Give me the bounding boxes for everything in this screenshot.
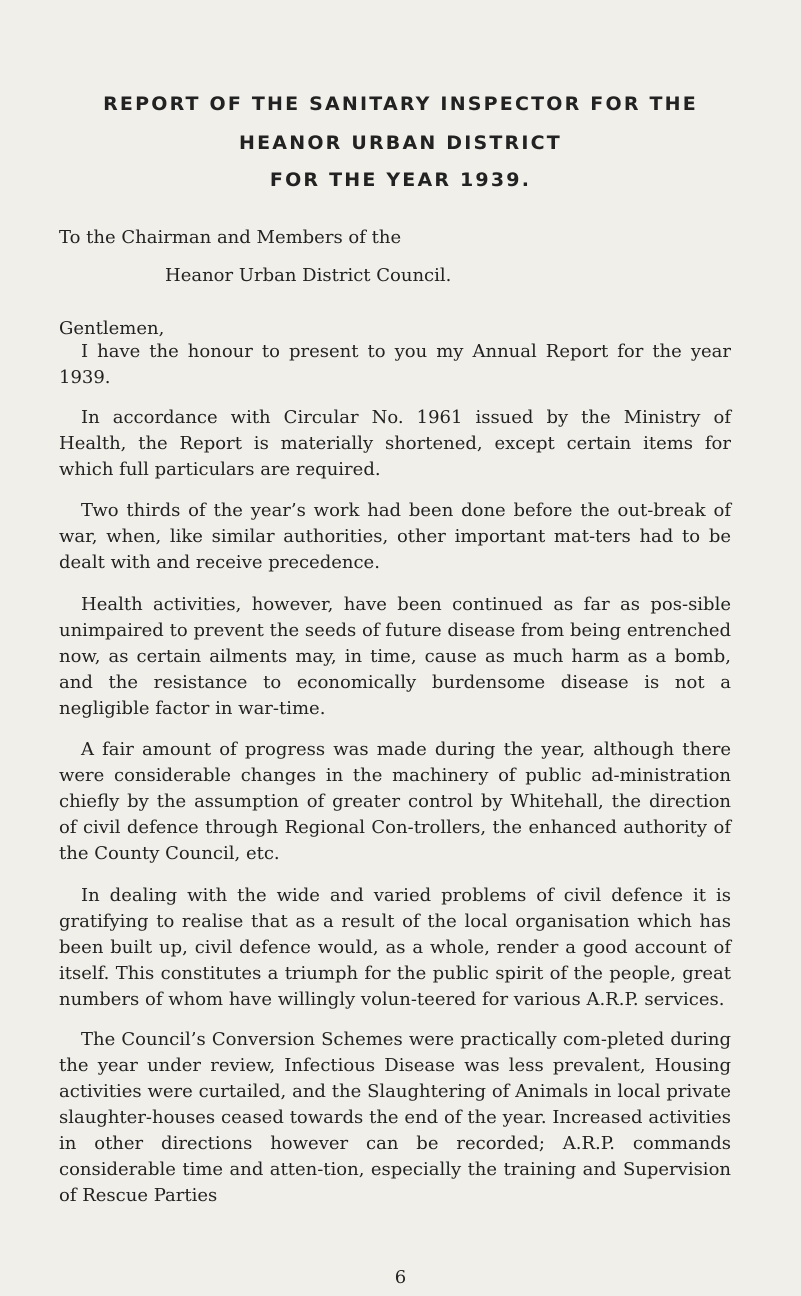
report-title-line-3: FOR THE YEAR 1939. [269, 169, 532, 191]
paragraph-5: A fair amount of progress was made during the year, although there were considerable changes in the machinery of public ad-ministration chiefly by the assumption of greater control by Whitehall, the direction of civil defence through Regional Con-trollers, the enhanced authority of the County Council, etc. [59, 739, 731, 864]
salutation: Gentlemen, [59, 318, 165, 339]
paragraph-6: In dealing with the wide and varied problems of civil defence it is gratifying to realise that as a result of the local organisation which has been built up, civil defence would, as a whole, render a good account of itself. This constitutes a triumph for the public spirit of the people, great numbers of whom have willingly volun-teered for various A.R.P. services. [59, 885, 731, 1010]
paragraph-3: Two thirds of the year’s work had been done before the out-break of war, when, like similar authorities, other important mat-ters had to be dealt with and receive precedence. [59, 500, 731, 573]
report-title-line-1: REPORT OF THE SANITARY INSPECTOR FOR THE [103, 93, 698, 115]
paragraph-1: I have the honour to present to you my Annual Report for the year 1939. [59, 341, 731, 388]
paragraph-4: Health activities, however, have been continued as far as pos-sible unimpaired to prevent the seeds of future disease from being entrenched now, as certain ailments may, in time, cause as much harm as a bomb, and the resistance to economically burdensome disease is not a negligible factor in war-time. [59, 594, 731, 719]
address-line-1: To the Chairman and Members of the [59, 227, 402, 248]
report-title-line-2: HEANOR URBAN DISTRICT [239, 132, 562, 154]
paragraph-2: In accordance with Circular No. 1961 issued by the Ministry of Health, the Report is materially shortened, except certain items for which full particulars are required. [59, 407, 731, 480]
paragraph-7: The Council’s Conversion Schemes were practically com-pleted during the year under review, Infectious Disease was less prevalent, Housing activities were curtailed, and the Slaughtering of Animals in local private slaughter-houses ceased towards the end of the year. Increased activities in other directions however can be recorded; A.R.P. commands considerable time and atten-tion, especially the training and Supervision of Rescue Parties [59, 1029, 731, 1206]
page-number: 6 [394, 1267, 407, 1288]
address-line-2: Heanor Urban District Council. [165, 265, 452, 286]
